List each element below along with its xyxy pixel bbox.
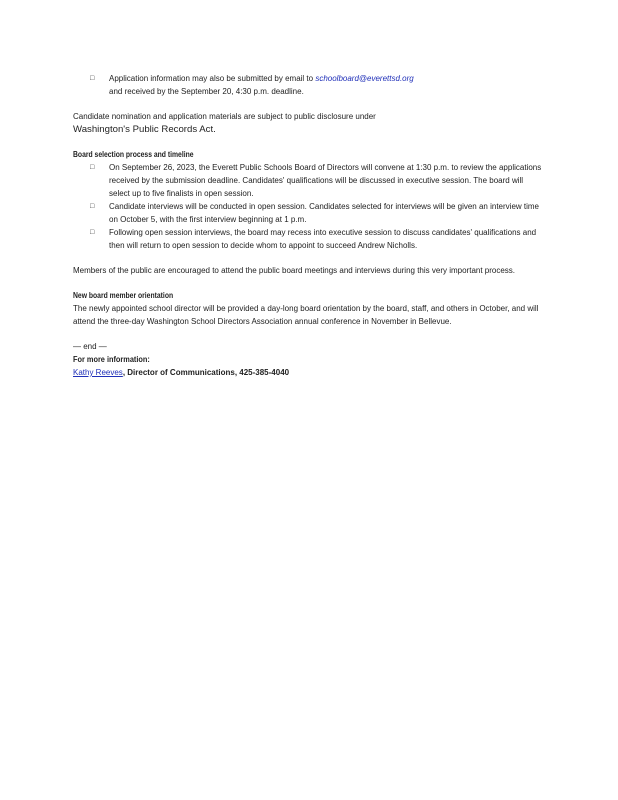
intro-bullet-deadline: and received by the September 20, 4:30 p.m. deadline. <box>109 87 304 96</box>
list-item <box>73 72 543 98</box>
bullet-glyph: □ <box>90 75 95 82</box>
public-encouraged-text: Members of the public are encouraged to attend the public board meetings and interviews during this very important process. <box>73 266 516 275</box>
more-info-label: For more information: <box>73 355 150 364</box>
bullet-glyph: □ <box>90 229 95 236</box>
contact-details: , Director of Communications, 425-385-4040 <box>122 368 290 377</box>
list-item <box>73 200 543 226</box>
intro-bullet-list <box>73 72 543 98</box>
list-item <box>73 161 543 200</box>
document-body <box>73 72 543 379</box>
public-records-line1: Candidate nomination and application materials are subject to public disclosure under <box>73 112 376 121</box>
orientation-heading: New board member orientation <box>73 291 174 300</box>
bullet-glyph: □ <box>90 203 95 210</box>
board-selection-heading: Board selection process and timeline <box>73 150 194 159</box>
public-records-line2: Washington's Public Records Act. <box>73 124 216 135</box>
timeline-item-2: Candidate interviews will be conducted in open session. Candidates selected for interviews will be given an interview time on October 5, with the first interview beginning at 1 p.m. <box>109 202 540 224</box>
end-marker: — end — <box>73 342 107 351</box>
orientation-text: The newly appointed school director will be provided a day-long board orientation by the board, staff, and others in October, and will attend the three-day Washington School Directors Association annual conference in November in Bellevue. <box>73 304 539 326</box>
intro-bullet-text: Application information may also be submitted by email to <box>109 74 316 83</box>
contact-name-link[interactable]: Kathy Reeves <box>73 368 123 377</box>
board-selection-list <box>73 161 543 252</box>
bullet-glyph: □ <box>90 164 95 171</box>
email-link[interactable]: schoolboard@everettsd.org <box>315 74 414 83</box>
timeline-item-1: On September 26, 2023, the Everett Public Schools Board of Directors will convene at 1:30 p.m. to review the applications received by the submission deadline. Candidates' qualifications will be discussed in executive session. The board will select up to five finalists in open session. <box>109 163 542 198</box>
timeline-item-3: Following open session interviews, the board may recess into executive session to discuss candidates' qualifications and then will return to open session to decide whom to appoint to succeed Andrew Nicholls. <box>109 228 537 250</box>
list-item <box>73 226 543 252</box>
